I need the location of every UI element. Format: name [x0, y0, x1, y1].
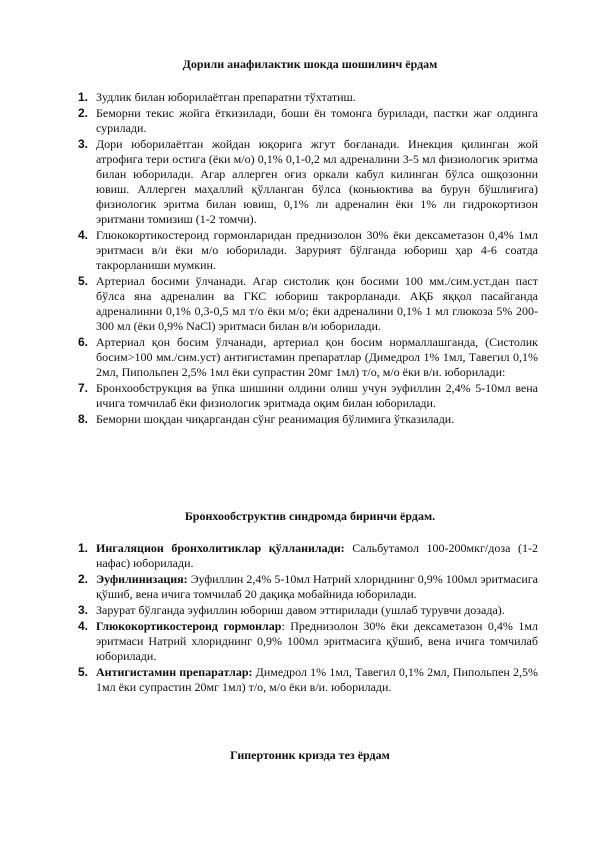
list-item [78, 106, 538, 136]
list-item-text: Зудлик билан юборилаётган препаратни тўхтатиш. [96, 90, 356, 104]
list-item-number: 3. [78, 137, 89, 151]
list-item [78, 541, 539, 571]
list-item-number: 4. [78, 619, 89, 633]
list-item [78, 228, 538, 273]
list-item-number: 7. [78, 381, 89, 395]
list-item-number: 1. [78, 90, 89, 104]
list-item-text: Димедрол 1% 1мл, Тавегил 0,1% 2мл, Пипольпен 2,5% 1мл ёки супрастин 20мг 1мл) т/о, м/о ёки в/и. юборилади. [96, 665, 538, 694]
list-item-text: Артериал босими ўлчанади. Агар систолик қон босими 100 мм./сим.уст.дан паст бўлса яна адреналин ва ГКС юбориш такрорланади. АҚБ яққол пасайганда адреналинни 0,1% 0,3-0,5 мл т/о ёки м/о; ёки адреналини 0,1% 1 мл глюкоза 5% 200-300 мл (ёки 0,9% NaCl) эритмаси билан в/и юборилади. [96, 274, 538, 333]
list-item-number: 1. [78, 541, 89, 555]
list-item-bold-lead: Эуфилинизация: [96, 572, 188, 586]
list-item-text: Глюкокортикостероид гормонларидан преднизолон 30% ёки дексаметазон 0,4% 1мл эритмаси в/и ёки м/о юборилади. Зарурият бўлганда юбориш ҳар 4-6 соатда такрорланиши мумкин. [96, 228, 538, 272]
list-item-number: 5. [78, 665, 89, 679]
list-item-text: : Преднизолон 30% ёки дексаметазон 0,4% 1мл эритмаси Натрий хлориднинг 0,9% 100мл эритмасига қўшиб, вена ичига томчилаб юборилади. [96, 619, 538, 663]
list-item [78, 335, 538, 380]
list-item-number: 8. [78, 412, 89, 426]
list-bronchoobstructive [78, 541, 539, 696]
list-item-number: 6. [78, 335, 89, 349]
list-item [78, 603, 538, 618]
section-title-anaphylactic-shock: Дорили анафилактик шокда шошилинч ёрдам [182, 57, 438, 71]
list-item [78, 619, 538, 664]
list-item-number: 2. [78, 572, 89, 586]
list-anaphylactic-shock [78, 90, 538, 428]
list-item-text: Сальбутамол 100-200мкг/доза (1-2 нафас) юборилади. [96, 541, 539, 570]
list-item-text: Эуфиллин 2,4% 5-10мл Натрий хлориднинг 0,9% 100мл эритмасига қўшиб, вена ичига томчилаб 20 дақиқа мобайнида юборилади. [96, 572, 538, 601]
list-item-text: Дори юборилаётган жойдан юқорига жгут боғланади. Инекция қилинган жой атрофига тери остига (ёки м/о) 0,1% 0,1-0,2 мл адреналини 3-5 мл физиологик эритма билан юборилади. Агар аллерген оғиз оркали кабул килинган бўлса ошқозонни ювиш. Аллерген маҳаллий қўлланган бўлса (коньюктива ва бурун бўшлиғига) физиологик эритма билан ювиш, 0,1% ли адреналин ёки 1% ли гидрокортизон эритмани томизиш (1-2 томчи). [96, 137, 538, 226]
list-item-text: Беморни шоқдан чиқаргандан сўнг реанимация бўлимига ўтказилади. [96, 412, 455, 426]
list-item [78, 137, 538, 227]
list-item-bold-lead: Глюкокортикостероид гормонлар [96, 619, 282, 633]
list-item [78, 90, 538, 105]
section-title-hypertensive-crisis: Гипертоник кризда тез ёрдам [230, 748, 390, 762]
list-item-bold-lead: Антигистамин препаратлар: [96, 665, 253, 679]
list-item-number: 2. [78, 106, 89, 120]
list-item-number: 3. [78, 603, 89, 617]
list-item [78, 412, 538, 427]
list-item-text: Бронхообструкция ва ўпка шишини олдини олиш учун эуфиллин 2,4% 5-10мл вена ичига томчилаб ёки физиологик эритмада оқим билан юборилади. [96, 381, 538, 410]
list-item [78, 381, 538, 411]
list-item-number: 4. [78, 228, 89, 242]
list-item [78, 665, 538, 695]
list-item-text: Зарурат бўлганда эуфиллин юбориш давом эттирилади (ушлаб турувчи дозада). [96, 603, 505, 617]
list-item-bold-lead: Ингаляцион бронхолитиклар қўлланилади: [96, 541, 345, 555]
list-item-text: Артериал қон босим ўлчанади, артериал қон босим нормаллашганда, (Систолик босим>100 мм./сим.уст) антигистамин препаратлар (Димедрол 1% 1мл, Тавегил 0,1% 2мл, Пипольпен 2,5% 1мл ёки супрастин 20мг 1мл) т/о, м/о ёки в/и. юборилади: [96, 335, 538, 379]
list-item-number: 5. [78, 274, 89, 288]
list-item [78, 274, 538, 334]
list-item-text: Беморни текис жойга ёткизилади, боши ён томонга бурилади, пастки жағ олдинга сурилади. [96, 106, 538, 135]
list-item [78, 572, 538, 602]
section-title-bronchoobstructive: Бронхообструктив синдромда биринчи ёрдам. [184, 509, 436, 523]
